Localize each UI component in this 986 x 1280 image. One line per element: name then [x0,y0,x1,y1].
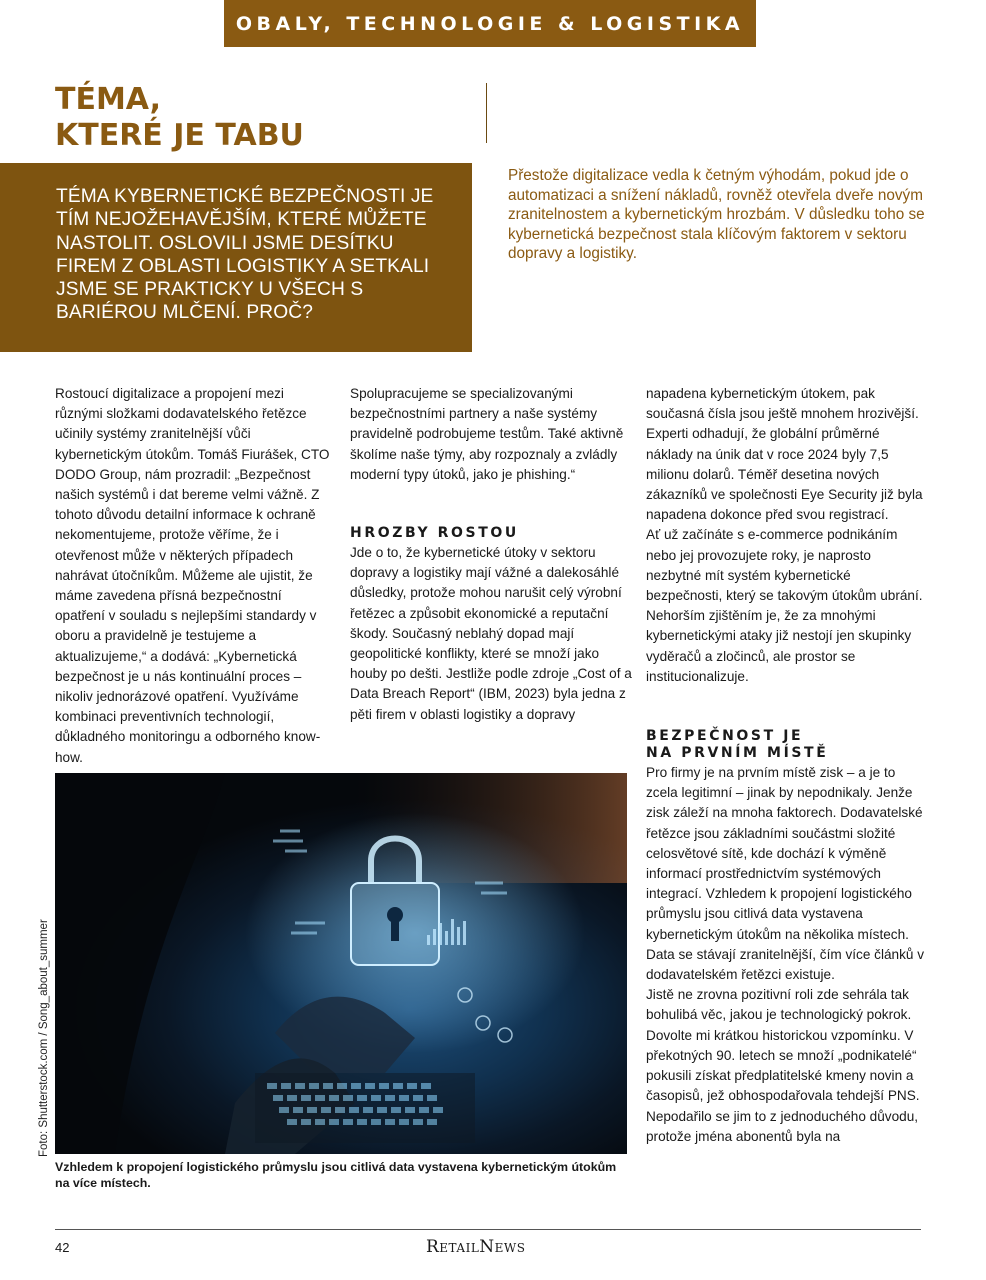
subhead-bezpecnost [646,728,928,762]
col2-paragraph-2: Jde o to, že kybernetické útoky v sektoru dopravy a logistiky mají vážné a dalekosáhlé důsledky, protože mohou narušit celý výrobní řetězec a způsobit ekonomické a reputační škody. Současný neblahý dopad mají geopolitické konflikty, které se množí jako houby po dešti. Jestliže podle zdroje „Cost of a Data Breach Report“ (IBM, 2023) byla jedna z pěti firem v oblasti logistiky a dopravy [350,545,632,722]
perex: Přestože digitalizace vedla k četným výhodám, pokud jde o automatizaci a snížení nákladů, rovněž otevřela dveře novým zranitelnostem a kybernetickým hrozbám. V důsledku toho se kybernetická bezpečnost stala klíčovým faktorem v sektoru dopravy a logistiky. [508,167,925,263]
subhead-line-1: BEZPEČNOST JE [646,728,804,745]
column-2 [350,384,632,725]
magazine-logo: RetailNews [426,1237,526,1257]
col3-paragraph-4: Jistě ne zrovna pozitivní roli zde sehrála tak bohulibá věc, jakou je technologický pokrok. Dovolte mi krátkou historickou vzpomínku. V překotných 90. letech se množí „podnikatelé“ pokusili získat předplatitelské kmeny novin a časopisů, jež obhospodařovala tehdejší PNS. Nepodařilo se jim to z jednoduchého důvodu, protože jména abonentů byla na [646,987,920,1144]
photo-credit: Foto: Shutterstock.com / Song_about_summer [38,919,50,1157]
photo-caption: Vzhledem k propojení logistického průmyslu jsou citlivá data vystavena kybernetickým útokům na více místech. [55,1160,617,1190]
headline-line-1: TÉMA, [55,82,161,117]
lead-text: TÉMA KYBERNETICKÉ BEZPEČNOSTI JE TÍM NEJOŽEHAVĚJŠÍM, KTERÉ MŮŽETE NASTOLIT. OSLOVILI JSME DESÍTKU FIREM Z OBLASTI LOGISTIKY A SETKALI JSME SE PRAKTICKY U VŠECH S BARIÉROU MLČENÍ. PROČ? [56,186,434,324]
subhead-hrozby-rostou: HROZBY ROSTOU [350,525,519,542]
column-1 [55,384,335,768]
vertical-divider [486,83,487,143]
section-banner: OBALY, TECHNOLOGIE & LOGISTIKA [224,0,756,47]
col3-paragraph-1: napadena kybernetickým útokem, pak současná čísla jsou ještě mnohem hrozivější. Experti odhadují, že globální průměrné náklady na únik dat v roce 2024 byly 7,5 milionu dolarů. Téměř desetina nových zákazníků ve společnosti Eye Security již byla napadena dokonce před svou registrací. [646,386,923,523]
subhead-line-2: NA PRVNÍM MÍSTĚ [646,745,829,762]
article-photo [55,773,627,1154]
cyber-security-illustration [55,773,627,1154]
lead-box [0,163,472,352]
keyboard [255,1073,475,1143]
page-number: 42 [55,1240,70,1255]
col1-paragraph-1: Rostoucí digitalizace a propojení mezi různými složkami dodavatelského řetězce učinily systémy zranitelnější vůči kybernetickým útokům. Tomáš Fiurášek, CTO DODO Group, nám prozradil: „Bezpečnost našich systémů i dat bereme velmi vážně. Z tohoto důvodu detailní informace k ochraně nekomentujeme, protože věříme, že i otevřenost může v některých případech nahrávat útočníkům. Můžeme ale ujistit, že máme zavedena přísná bezpečnostní opatření v souladu s nejlepšími standardy v oboru a pravidelně je testujeme a aktualizujeme,“ a dodává: „Kybernetická bezpečnost je u nás kontinuální proces – nikoliv jednorázové opatření. Využíváme kombinaci preventivních technologií, důkladného monitoringu a odborného know-how. [55,386,330,765]
col2-paragraph-1: Spolupracujeme se specializovanými bezpečnostními partnery a naše systémy pravidelně podrobujeme testům. Také aktivně školíme naše týmy, aby rozpoznaly a zvládly moderní typy útoků, jako je phishing.“ [350,386,624,482]
col3-paragraph-3: Pro firmy je na prvním místě zisk – a je to zcela legitimní – jinak by nepodnikaly. Jenže zisk záleží na mnoha faktorech. Dodavatelské řetězce jsou základními součástmi složité celosvětové sítě, kde dochází k výměně informací prostřednictvím systémových integrací. Vzhledem k propojení logistického průmyslu jsou citlivá data vystavena kybernetickým útokům na několika místech. Data se stávají zranitelnější, čím více článků v dodavatelském řetězci existuje. [646,765,925,983]
article-headline [55,82,455,154]
footer-divider [55,1229,921,1230]
column-3 [646,384,928,1147]
headline-line-2: KTERÉ JE TABU [55,118,304,153]
col3-paragraph-2: Ať už začínáte s e-commerce podnikáním nebo jej provozujete roky, je naprosto nezbytné mít systém kybernetické bezpečnosti, který se takovým útokům ubrání. Nehorším zjištěním je, že za mnohými kybernetickými ataky již nestojí jen skupinky vyděračů a zločinců, ale prostor se institucionalizuje. [646,527,923,684]
